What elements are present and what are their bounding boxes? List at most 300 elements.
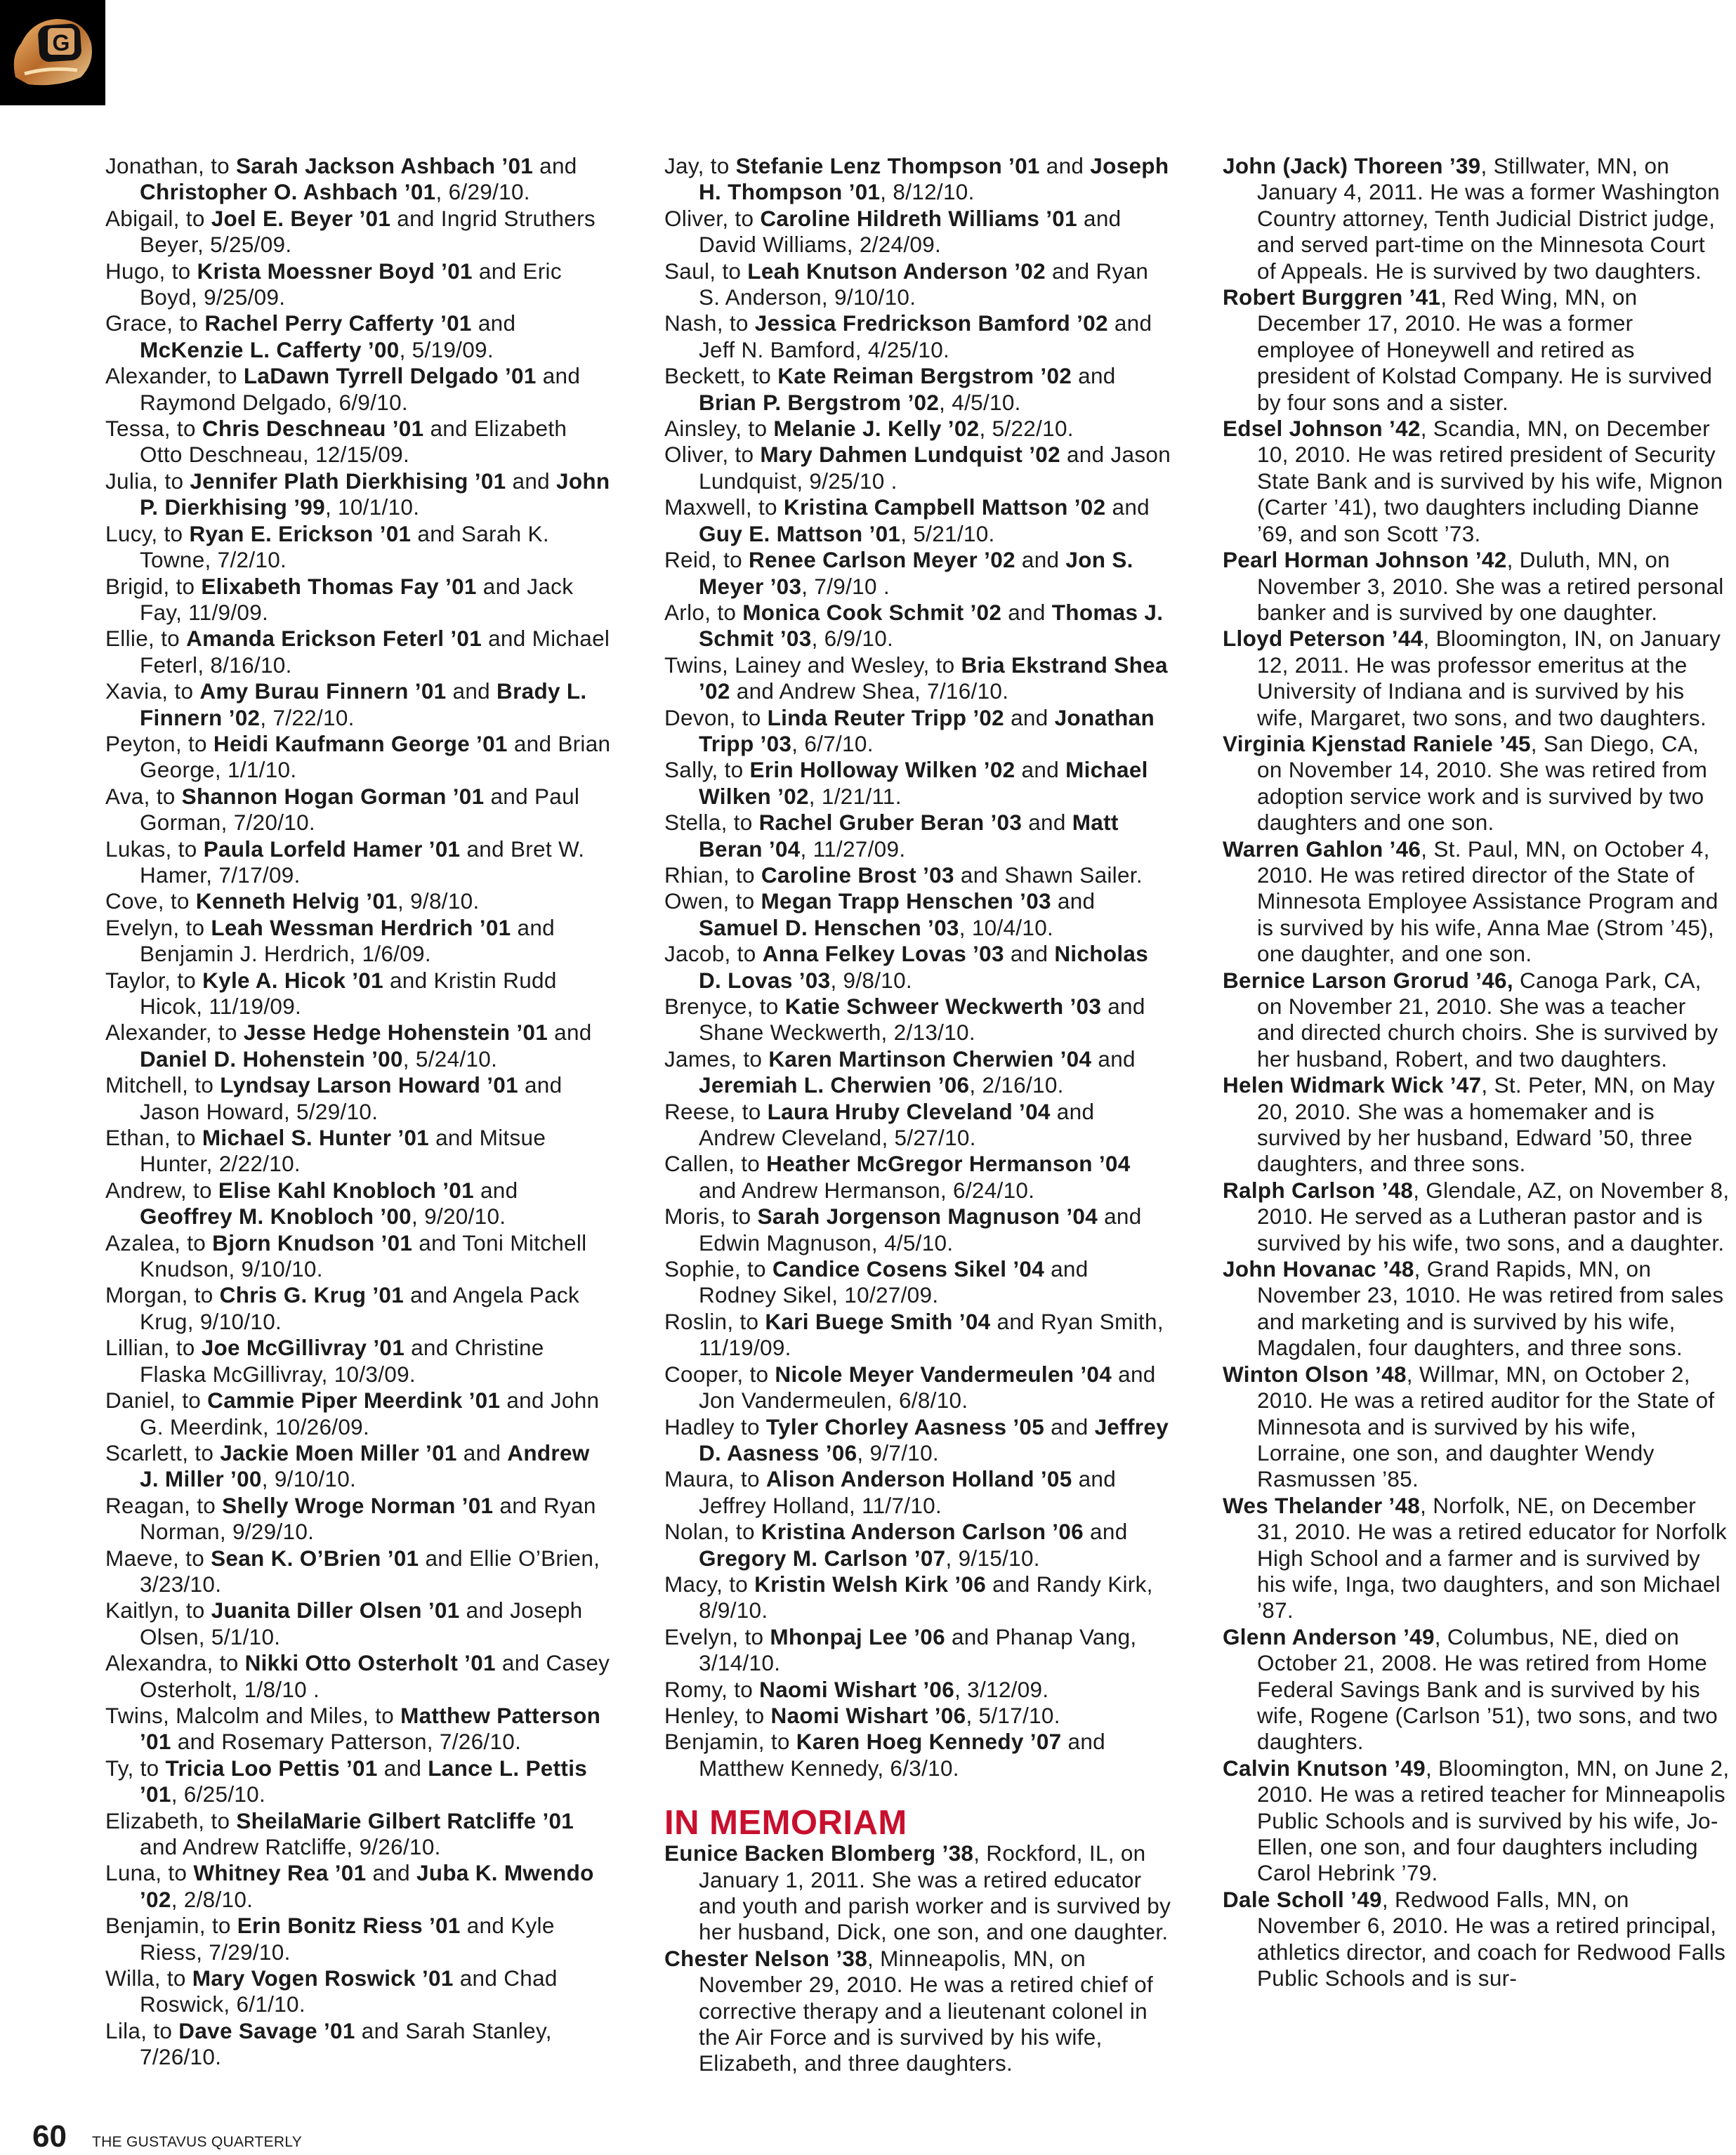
person-name: Lloyd Peterson ’44 xyxy=(1223,626,1423,652)
entry-text: Owen, to xyxy=(664,888,761,914)
entry-text: Alexandra, to xyxy=(105,1650,245,1676)
person-name: Shelly Wroge Norman ’01 xyxy=(222,1492,494,1518)
entry-text: Lucy, to xyxy=(105,520,190,546)
entry-text: and Ryan S. Anderson, 9/10/10. xyxy=(699,258,1149,310)
entry-text: and xyxy=(506,468,557,494)
person-name: John (Jack) Thoreen ’39 xyxy=(1223,153,1481,178)
entry-text: and xyxy=(1091,1046,1136,1072)
person-name: Ralph Carlson ’48 xyxy=(1223,1177,1414,1203)
entry-text: , 5/17/10. xyxy=(966,1702,1060,1728)
person-name: Naomi Wishart ’06 xyxy=(770,1702,966,1728)
entry-text: and Christine Flaska McGillivray, 10/3/09. xyxy=(140,1335,544,1387)
memoriam-column xyxy=(1223,153,1730,1991)
entry-text: Jonathan, to xyxy=(105,153,237,178)
entry-text: , 7/9/10 . xyxy=(801,573,890,599)
person-name: Amy Burau Finnern ’01 xyxy=(199,678,447,704)
person-name: Renee Carlson Meyer ’02 xyxy=(749,547,1015,573)
obituary-entry xyxy=(664,1946,1171,2077)
obituary-entry xyxy=(1223,968,1730,1073)
person-name: Brian P. Bergstrom ’02 xyxy=(699,389,940,415)
entry-text: Moris, to xyxy=(664,1204,758,1230)
person-name: Juanita Diller Olsen ’01 xyxy=(211,1597,460,1623)
entry-text: and Andrew Shea, 7/16/10. xyxy=(730,678,1009,704)
entry-text: and Edwin Magnuson, 4/5/10. xyxy=(699,1204,1142,1256)
entry-text: Henley, to xyxy=(664,1702,771,1728)
entry-text: and Joseph Olsen, 5/1/10. xyxy=(140,1597,583,1649)
entry-text: , St. Peter, MN, on May 20, 2010. She was a homemaker and is survived by her husband, Edward ’50, three daughters, and three sons. xyxy=(1257,1072,1715,1177)
entry-text: and Phanap Vang, 3/14/10. xyxy=(699,1623,1137,1676)
birth-announcement xyxy=(105,1335,612,1388)
entry-text: and xyxy=(1015,757,1066,783)
person-name: Alison Anderson Holland ’05 xyxy=(765,1466,1072,1492)
entry-text: and Ellie O’Brien, 3/23/10. xyxy=(140,1545,600,1597)
entry-text: and Raymond Delgado, 6/9/10. xyxy=(140,363,581,415)
entry-text: and xyxy=(1022,810,1072,836)
entry-text: Lukas, to xyxy=(105,836,204,862)
entry-text: Maura, to xyxy=(664,1466,766,1492)
birth-announcement xyxy=(664,1703,1171,1729)
person-name: Samuel D. Henschen ’03 xyxy=(699,914,959,940)
obituary-entry xyxy=(1223,1887,1730,1992)
person-name: Jeremiah L. Cherwien ’06 xyxy=(699,1072,970,1098)
birth-announcement xyxy=(105,153,612,206)
person-name: Jesse Hedge Hohenstein ’01 xyxy=(243,1020,548,1046)
person-name: Kristina Anderson Carlson ’06 xyxy=(761,1519,1084,1545)
entry-text: Ava, to xyxy=(105,783,182,809)
entry-text: Morgan, to xyxy=(105,1282,220,1308)
entry-text: Hadley to xyxy=(664,1413,766,1439)
entry-text: and Jason Howard, 5/29/10. xyxy=(140,1072,563,1124)
page-footer xyxy=(32,2119,302,2154)
entry-text: and Chad Roswick, 6/1/10. xyxy=(140,1965,558,2017)
entry-text: , 9/10/10. xyxy=(261,1466,357,1492)
person-name: Mary Vogen Roswick ’01 xyxy=(192,1965,454,1991)
birth-announcement xyxy=(664,994,1171,1046)
entry-text: Maxwell, to xyxy=(664,494,784,520)
entry-text: , Duluth, MN, on November 3, 2010. She was a retired personal banker and is survived by one daughter. xyxy=(1257,547,1724,625)
births-column-2 xyxy=(664,153,1171,2077)
person-name: Cammie Piper Meerdink ’01 xyxy=(207,1388,501,1413)
person-name: Jon S. Meyer ’03 xyxy=(699,547,1133,599)
birth-announcement xyxy=(664,1624,1171,1677)
entry-text: Andrew, to xyxy=(105,1177,218,1203)
person-name: Stefanie Lenz Thompson ’01 xyxy=(735,153,1040,178)
person-name: Michael Wilken ’02 xyxy=(699,757,1148,809)
birth-announcement xyxy=(664,547,1171,600)
person-name: Joel E. Beyer ’01 xyxy=(211,205,391,231)
entry-text: and Andrew Ratcliffe, 9/26/10. xyxy=(140,1834,441,1859)
entry-text: Jay, to xyxy=(664,153,736,178)
birth-announcement xyxy=(664,941,1171,994)
person-name: Leah Knutson Anderson ’02 xyxy=(747,258,1046,284)
birth-announcement xyxy=(105,1965,612,2018)
birth-announcement xyxy=(105,915,612,968)
entry-text: and Ryan Smith, 11/19/09. xyxy=(699,1308,1164,1361)
birth-announcement xyxy=(664,1571,1171,1624)
entry-text: and Jeffrey Holland, 11/7/10. xyxy=(699,1466,1117,1518)
person-name: Glenn Anderson ’49 xyxy=(1223,1623,1435,1649)
entry-text: Ty, to xyxy=(105,1755,166,1781)
entry-text: Benjamin, to xyxy=(664,1729,796,1755)
entry-text: , 2/8/10. xyxy=(171,1886,254,1912)
person-name: Bjorn Knudson ’01 xyxy=(212,1230,413,1256)
person-name: Kari Buege Smith ’04 xyxy=(765,1308,991,1334)
person-name: Shannon Hogan Gorman ’01 xyxy=(181,783,485,809)
entry-text: Alexander, to xyxy=(105,363,244,389)
entry-text: and xyxy=(473,1177,518,1203)
births-column-1 xyxy=(105,153,612,2071)
birth-announcement xyxy=(105,1860,612,1913)
birth-announcement xyxy=(105,1546,612,1598)
entry-text: , Bloomington, MN, on June 2, 2010. He was a retired teacher for Minneapolis Public Schools and is survived by his wife, Jo-Ellen, one son, and four daughters including Carol Hebrink ’79. xyxy=(1257,1755,1730,1886)
entry-text: and Jeff N. Bamford, 4/25/10. xyxy=(699,310,1152,362)
entry-text: Beckett, to xyxy=(664,363,778,389)
person-name: LaDawn Tyrrell Delgado ’01 xyxy=(243,363,537,389)
entry-text: , Redwood Falls, MN, on November 6, 2010. He was a retired principal, athletics director, and coach for Redwood Falls Public Schools and is sur- xyxy=(1257,1886,1726,1991)
entry-text: , Norfolk, NE, on December 31, 2010. He was a retired educator for Norfolk High School and a farmer and is survived by his wife, Inga, two daughters, and son Michael ’87. xyxy=(1257,1492,1727,1623)
obituary-entry xyxy=(1223,547,1730,626)
entry-text: and Kristin Rudd Hicok, 11/19/09. xyxy=(140,967,557,1019)
birth-announcement xyxy=(105,1808,612,1861)
entry-text: Saul, to xyxy=(664,258,748,284)
person-name: Joe McGillivray ’01 xyxy=(201,1335,405,1361)
person-name: Caroline Hildreth Williams ’01 xyxy=(760,205,1077,231)
entry-text: , 9/20/10. xyxy=(412,1204,506,1230)
person-name: Calvin Knutson ’49 xyxy=(1223,1755,1426,1781)
birth-announcement xyxy=(664,258,1171,311)
entry-text: Twins, Malcolm and Miles, to xyxy=(105,1702,401,1728)
person-name: Lyndsay Larson Howard ’01 xyxy=(220,1072,518,1098)
entry-text: and Michael Feterl, 8/16/10. xyxy=(140,626,610,678)
person-name: Helen Widmark Wick ’47 xyxy=(1223,1072,1482,1098)
entry-text: and xyxy=(1001,599,1052,625)
person-name: Sarah Jorgenson Magnuson ’04 xyxy=(757,1204,1098,1230)
entry-text: , Glendale, AZ, on November 8, 2010. He served as a Lutheran pastor and is survived by his wife, two sons, and a daughter. xyxy=(1257,1177,1730,1256)
person-name: Matt Beran ’04 xyxy=(699,810,1119,862)
entry-text: Lila, to xyxy=(105,2017,179,2043)
birth-announcement xyxy=(664,1151,1171,1204)
entry-text: Evelyn, to xyxy=(664,1623,770,1649)
birth-announcement xyxy=(664,1099,1171,1152)
birth-announcement xyxy=(105,363,612,416)
entry-text: Callen, to xyxy=(664,1151,767,1177)
entry-text: and xyxy=(1044,1413,1095,1439)
obituary-entry xyxy=(1223,626,1730,731)
birth-announcement xyxy=(105,1072,612,1125)
entry-text: Taylor, to xyxy=(105,967,203,993)
birth-announcement xyxy=(105,678,612,731)
birth-announcement xyxy=(664,1729,1171,1781)
entry-text: and Rosemary Patterson, 7/26/10. xyxy=(171,1729,522,1755)
person-name: Juba K. Mwendo ’02 xyxy=(140,1860,594,1912)
entry-text: , 7/22/10. xyxy=(260,704,355,730)
obituary-entry xyxy=(1223,284,1730,416)
entry-text: Sophie, to xyxy=(664,1256,772,1282)
class-ring-logo xyxy=(0,0,105,105)
entry-text: James, to xyxy=(664,1046,769,1072)
entry-text: , 3/12/09. xyxy=(954,1676,1049,1702)
entry-text: Grace, to xyxy=(105,310,205,336)
person-name: Jeffrey D. Aasness ’06 xyxy=(699,1413,1169,1465)
person-name: Caroline Brost ’03 xyxy=(761,862,954,888)
person-name: Laura Hruby Cleveland ’04 xyxy=(767,1098,1051,1124)
entry-text: and xyxy=(446,678,497,704)
entry-text: , 9/8/10. xyxy=(397,888,480,914)
entry-text: and Shawn Sailer. xyxy=(954,862,1143,888)
obituary-entry xyxy=(1223,1755,1730,1887)
entry-text: and Sarah Stanley, 7/26/10. xyxy=(140,2017,552,2070)
person-name: Kristina Campbell Mattson ’02 xyxy=(783,494,1106,520)
person-name: Mary Dahmen Lundquist ’02 xyxy=(760,442,1060,468)
entry-text: Stella, to xyxy=(664,810,759,836)
entry-text: Oliver, to xyxy=(664,205,761,231)
birth-announcement xyxy=(105,888,612,914)
birth-announcement xyxy=(105,1020,612,1072)
entry-text: Oliver, to xyxy=(664,442,761,468)
birth-announcement xyxy=(105,784,612,836)
entry-text: Nolan, to xyxy=(664,1519,761,1545)
birth-announcement xyxy=(664,1362,1171,1414)
obituary-entry xyxy=(1223,1256,1730,1362)
birth-announcement xyxy=(664,1414,1171,1467)
entry-text: , 6/25/10. xyxy=(171,1781,266,1807)
birth-announcement xyxy=(105,206,612,258)
entry-text: Daniel, to xyxy=(105,1388,208,1413)
birth-announcement xyxy=(105,1597,612,1650)
person-name: Kristin Welsh Kirk ’06 xyxy=(754,1571,987,1597)
entry-text: , 10/1/10. xyxy=(324,494,420,520)
person-name: Matthew Patterson ’01 xyxy=(140,1702,601,1755)
entry-text: , Scandia, MN, on December 10, 2010. He was retired president of Security State Bank and is survived by his wife, Mignon (Carter ’41), two daughters including Dianne ’69, and son Scott ’73. xyxy=(1257,416,1723,546)
entry-text: , San Diego, CA, on November 14, 2010. She was retired from adoption service work and is survived by two daughters and one son. xyxy=(1257,730,1708,836)
entry-text: , Willmar, MN, on October 2, 2010. He was a retired auditor for the State of Minnesota and is survived by his wife, Lorraine, one son, and daughter Wendy Rasmussen ’85. xyxy=(1257,1361,1715,1492)
entry-text: and Kyle Riess, 7/29/10. xyxy=(140,1913,555,1965)
obituary-entry xyxy=(1223,1493,1730,1624)
birth-announcement xyxy=(664,1046,1171,1099)
birth-announcement xyxy=(664,1309,1171,1362)
person-name: SheilaMarie Gilbert Ratcliffe ’01 xyxy=(236,1807,574,1833)
person-name: Heidi Kaufmann George ’01 xyxy=(213,730,508,756)
entry-text: Cove, to xyxy=(105,888,196,914)
entry-text: , 6/9/10. xyxy=(811,626,894,652)
entry-text: , Grand Rapids, MN, on November 23, 1010. He was retired from sales and marketing and is survived by his wife, Magdalen, four daughters, and three sons. xyxy=(1257,1256,1724,1361)
entry-text: Luna, to xyxy=(105,1860,194,1886)
person-name: Tyler Chorley Aasness ’05 xyxy=(765,1413,1045,1439)
birth-announcement xyxy=(105,1230,612,1283)
obituary-entry xyxy=(1223,416,1730,547)
entry-text: and Jack Fay, 11/9/09. xyxy=(140,573,574,625)
entry-text: and Toni Mitchell Knudson, 9/10/10. xyxy=(140,1230,587,1282)
publication-title: THE GUSTAVUS QUARTERLY xyxy=(91,2134,303,2150)
person-name: Nikki Otto Osterholt ’01 xyxy=(244,1650,496,1676)
entry-text: and Sarah K. Towne, 7/2/10. xyxy=(140,520,549,573)
entry-text: and Ingrid Struthers Beyer, 5/25/09. xyxy=(140,205,596,258)
person-name: Chris G. Krug ’01 xyxy=(219,1282,405,1308)
person-name: Pearl Horman Johnson ’42 xyxy=(1223,547,1507,573)
entry-text: Ainsley, to xyxy=(664,416,774,442)
birth-announcement xyxy=(105,1493,612,1546)
person-name: Andrew J. Miller ’00 xyxy=(140,1439,590,1492)
person-name: McKenzie L. Cafferty ’00 xyxy=(140,336,400,362)
person-name: Gregory M. Carlson ’07 xyxy=(699,1545,946,1571)
entry-text: , 5/19/09. xyxy=(399,336,494,362)
person-name: Kate Reiman Bergstrom ’02 xyxy=(777,363,1072,389)
person-name: Jessica Fredrickson Bamford ’02 xyxy=(754,310,1108,336)
entry-text: and xyxy=(1039,153,1091,178)
person-name: Linda Reuter Tripp ’02 xyxy=(767,704,1005,730)
person-name: Bernice Larson Grorud ’46, xyxy=(1223,967,1513,993)
person-name: Kenneth Helvig ’01 xyxy=(195,888,397,914)
entry-text: and xyxy=(1105,494,1150,520)
person-name: Warren Gahlon ’46 xyxy=(1223,836,1421,862)
entry-text: , 9/7/10. xyxy=(857,1439,939,1465)
person-name: Daniel D. Hohenstein ’00 xyxy=(140,1046,403,1072)
obituary-entry xyxy=(1223,1178,1730,1256)
birth-announcement xyxy=(105,968,612,1020)
entry-text: and Andrew Cleveland, 5/27/10. xyxy=(699,1098,1095,1151)
entry-text: , 6/7/10. xyxy=(791,730,874,756)
entry-text: and Shane Weckwerth, 2/13/10. xyxy=(699,994,1145,1046)
person-name: Heather McGregor Hermanson ’04 xyxy=(766,1151,1131,1177)
person-name: Monica Cook Schmit ’02 xyxy=(742,599,1002,625)
person-name: Elise Kahl Knobloch ’01 xyxy=(218,1177,474,1203)
person-name: Tricia Loo Pettis ’01 xyxy=(165,1755,378,1781)
entry-text: Reagan, to xyxy=(105,1492,223,1518)
entry-text: , 5/24/10. xyxy=(402,1046,498,1072)
person-name: Michael S. Hunter ’01 xyxy=(202,1125,430,1151)
entry-text: Evelyn, to xyxy=(105,914,211,940)
entry-text: and Matthew Kennedy, 6/3/10. xyxy=(699,1729,1105,1781)
entry-text: and Paul Gorman, 7/20/10. xyxy=(140,783,580,836)
birth-announcement xyxy=(664,206,1171,258)
birth-announcement xyxy=(105,836,612,889)
person-name: Krista Moessner Boyd ’01 xyxy=(197,258,473,284)
entry-text: Alexander, to xyxy=(105,1020,244,1046)
entry-text: , St. Paul, MN, on October 4, 2010. He was retired director of the State of Minnesota Employee Assistance Program and is survived by his wife, Anna Mae (Strom ’45), one daughter, and one son. xyxy=(1257,836,1718,967)
person-name: Melanie J. Kelly ’02 xyxy=(773,416,980,442)
birth-announcement xyxy=(664,153,1171,206)
person-name: Dave Savage ’01 xyxy=(178,2017,355,2043)
birth-announcement xyxy=(664,363,1171,416)
birth-announcement xyxy=(105,574,612,626)
person-name: Winton Olson ’48 xyxy=(1223,1361,1407,1387)
entry-text: and Angela Pack Krug, 9/10/10. xyxy=(140,1282,580,1334)
person-name: Bria Ekstrand Shea ’02 xyxy=(699,652,1168,704)
obituary-entry xyxy=(664,1840,1171,1946)
memoriam-list xyxy=(664,1840,1171,2077)
birth-announcement xyxy=(105,626,612,678)
entry-text: and xyxy=(366,1860,416,1886)
birth-announcement xyxy=(105,521,612,574)
birth-announcement xyxy=(105,1178,612,1230)
entry-text: Jacob, to xyxy=(664,941,763,967)
entry-text: Abigail, to xyxy=(105,205,211,231)
birth-announcement xyxy=(105,1650,612,1703)
obituary-entry xyxy=(1223,1072,1730,1178)
entry-text: , 1/21/11. xyxy=(808,783,902,809)
entry-text: , 4/5/10. xyxy=(939,389,1021,415)
entry-text: Macy, to xyxy=(664,1571,755,1597)
entry-text: , 5/21/10. xyxy=(900,520,995,546)
person-name: Whitney Rea ’01 xyxy=(193,1860,367,1886)
entry-text: and xyxy=(548,1020,592,1046)
page-number: 60 xyxy=(32,2119,67,2154)
entry-text: Ethan, to xyxy=(105,1125,202,1151)
birth-announcement xyxy=(664,310,1171,363)
person-name: Rachel Gruber Beran ’03 xyxy=(758,810,1022,836)
person-name: Paula Lorfeld Hamer ’01 xyxy=(203,836,461,862)
person-name: Jonathan Tripp ’03 xyxy=(699,704,1155,756)
birth-announcement xyxy=(105,468,612,521)
entry-text: Canoga Park, CA, on November 21, 2010. She was a teacher and directed church choirs. She is survived by her husband, Robert, and two daughters. xyxy=(1257,967,1718,1072)
person-name: Karen Martinson Cherwien ’04 xyxy=(768,1046,1092,1072)
birth-announcement xyxy=(664,1204,1171,1256)
entry-text: and Bret W. Hamer, 7/17/09. xyxy=(140,836,585,888)
entry-text: and xyxy=(1015,547,1066,573)
entry-text: , 9/8/10. xyxy=(830,967,912,993)
entry-text: and xyxy=(1004,941,1055,967)
entry-text: and Rodney Sikel, 10/27/09. xyxy=(699,1256,1089,1308)
person-name: Eunice Backen Blomberg ’38 xyxy=(664,1840,974,1866)
entry-text: and Benjamin J. Herdrich, 1/6/09. xyxy=(140,914,555,967)
birth-announcement xyxy=(664,652,1171,705)
entry-text: and Eric Boyd, 9/25/09. xyxy=(140,258,562,310)
birth-announcement xyxy=(664,888,1171,941)
entry-text: and xyxy=(1084,1519,1128,1545)
person-name: Nicholas D. Lovas ’03 xyxy=(699,941,1149,993)
entry-text: Roslin, to xyxy=(664,1308,765,1334)
entry-text: and Casey Osterholt, 1/8/10 . xyxy=(140,1650,610,1702)
birth-announcement xyxy=(105,1282,612,1335)
person-name: Katie Schweer Weckwerth ’03 xyxy=(784,994,1102,1019)
birth-announcement xyxy=(664,600,1171,652)
birth-announcement xyxy=(105,310,612,363)
entry-text: Mitchell, to xyxy=(105,1072,221,1098)
entry-text: Peyton, to xyxy=(105,730,213,756)
birth-announcement xyxy=(105,2018,612,2071)
entry-text: and Elizabeth Otto Deschneau, 12/15/09. xyxy=(140,416,567,468)
birth-announcement xyxy=(664,705,1171,758)
person-name: Lance L. Pettis ’01 xyxy=(140,1755,588,1807)
birth-announcement xyxy=(664,1466,1171,1519)
obituary-entry xyxy=(1223,1362,1730,1493)
birth-announcement xyxy=(664,862,1171,888)
entry-text: Azalea, to xyxy=(105,1230,213,1256)
person-name: Megan Trapp Henschen ’03 xyxy=(761,888,1051,914)
entry-text: and Randy Kirk, 8/9/10. xyxy=(699,1571,1153,1623)
entry-text: and Jason Lundquist, 9/25/10 . xyxy=(699,442,1171,494)
entry-text: Elizabeth, to xyxy=(105,1807,237,1833)
birth-announcement xyxy=(105,258,612,311)
person-name: Wes Thelander ’48 xyxy=(1223,1492,1421,1518)
entry-text: Maeve, to xyxy=(105,1545,211,1571)
entry-text: and xyxy=(1051,888,1096,914)
birth-announcement xyxy=(105,1913,612,1965)
svg-text:G: G xyxy=(52,30,70,55)
entry-text: , Red Wing, MN, on December 17, 2010. He was a former employee of Honeywell and retired as president of Kolstad Company. He is survived by four sons and a sister. xyxy=(1257,284,1713,415)
entry-text: , Rockford, IL, on January 1, 2011. She was a retired educator and youth and parish worker and is survived by her husband, Dick, one son, and one daughter. xyxy=(699,1840,1171,1945)
birth-announcement xyxy=(664,757,1171,810)
entry-text: Nash, to xyxy=(664,310,755,336)
person-name: Naomi Wishart ’06 xyxy=(759,1676,955,1702)
birth-announcement xyxy=(664,1256,1171,1309)
entry-text: , 10/4/10. xyxy=(959,914,1054,940)
person-name: Guy E. Mattson ’01 xyxy=(699,520,901,546)
entry-text: , 9/15/10. xyxy=(945,1545,1040,1571)
ring-icon xyxy=(0,0,105,105)
entry-text: , 6/29/10. xyxy=(435,179,530,205)
person-name: Brady L. Finnern ’02 xyxy=(140,678,587,730)
